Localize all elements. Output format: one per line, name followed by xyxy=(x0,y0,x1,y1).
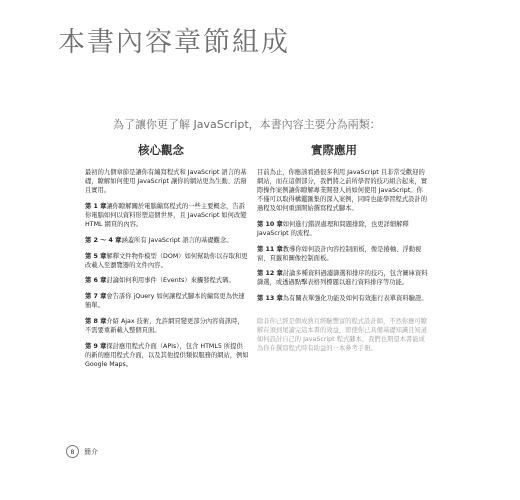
right-column-heading: 實際應用 xyxy=(311,143,357,157)
right-para: 第 10 章如何進行錯誤處理和問題排除，也更詳細解釋 JavaScript 的流程。 xyxy=(257,220,409,237)
page-number: 8 xyxy=(66,445,79,458)
left-para: 第 1 章讓你瞭解關於電腦編寫程式的一些主要概念，告訴你電腦如何以資料形塑這個世界，且 JavaScript 如何改變 HTML 網頁的內容。 xyxy=(85,202,247,228)
intro-text: 為了讓你更了解 JavaScript，本書內容主要分為兩類： xyxy=(113,118,381,131)
left-column xyxy=(85,169,249,377)
left-para: 第 6 章討論如何利用事件（Events）來觸發程式碼。 xyxy=(85,277,235,285)
left-para: 第 2 ～ 4 章涵蓋所有 JavaScript 語言的基礎觀念。 xyxy=(85,236,233,244)
right-para: 第 12 章討論多種資料過濾篩選和排序的技巧，包含圖庫資料篩選，或透過點擊表格列標題以進行資料排序等功能。 xyxy=(257,270,428,287)
page-title: 本書內容章節組成 xyxy=(58,27,290,58)
left-para: 第 7 章會告訴你 jQuery 如何讓程式腳本的編寫更為快速簡單。 xyxy=(85,293,245,310)
closing-note xyxy=(257,318,429,354)
left-para: 第 8 章介紹 Ajax 技術，允許網頁變更部分內容資訊時，不需要重新載入整個頁面。 xyxy=(85,318,244,335)
right-para: 目前為止，你應該看過很多利用 JavaScript 且非常受歡迎的網站，而在這個部分，我們將之前所學習的技巧組合起來，實際操作案例讓你瞭解專業開發人員如何使用 JavaScript。你不僅可以取得構鑑匯集的深入案例，同時也能學習程式設計的過程及如何重頭開始撰寫程式腳本。 xyxy=(257,169,428,212)
right-para: 第 13 章為有關表單強化功能及如何有效進行表單資料驗證。 xyxy=(257,295,428,303)
page-footer xyxy=(66,445,98,458)
left-para: 第 9 章探討應用程式介面（APIs），包含 HTML5 所提供的新的應用程式介面，以及其他提供類似服務的網站，例如 Google Maps。 xyxy=(85,343,249,368)
closing-note-text: 除非你已經是個成熟且經驗豐富的程式設計師，不然你應可瞭解在須到尾讀完這本書的效益，即使你已具備基礎知識且知道如何設計自己的 JavaScript 程式腳本，我們也期望本書能成為你在撰寫程式時有助益的一本參考手冊。 xyxy=(257,318,428,353)
right-para: 第 11 章教導你如何設計內容控制面板，像是捲軸、浮動視窗、頁籤和圖像控制面板。 xyxy=(257,245,422,262)
left-para: 最初的九個章節是讓你有編寫程式和 JavaScript 語言的基礎，瞭解如何使用 JavaScript 讓你的網站更為生動、活潑且實用。 xyxy=(85,169,247,194)
left-para: 第 5 章解釋文件物件模型（DOM）如何幫助你以存取和更改載入至瀏覽器的文件內容。 xyxy=(85,252,248,269)
left-column-heading: 核心觀念 xyxy=(138,143,184,157)
section-label: 簡介 xyxy=(84,447,98,456)
right-column xyxy=(257,169,429,361)
